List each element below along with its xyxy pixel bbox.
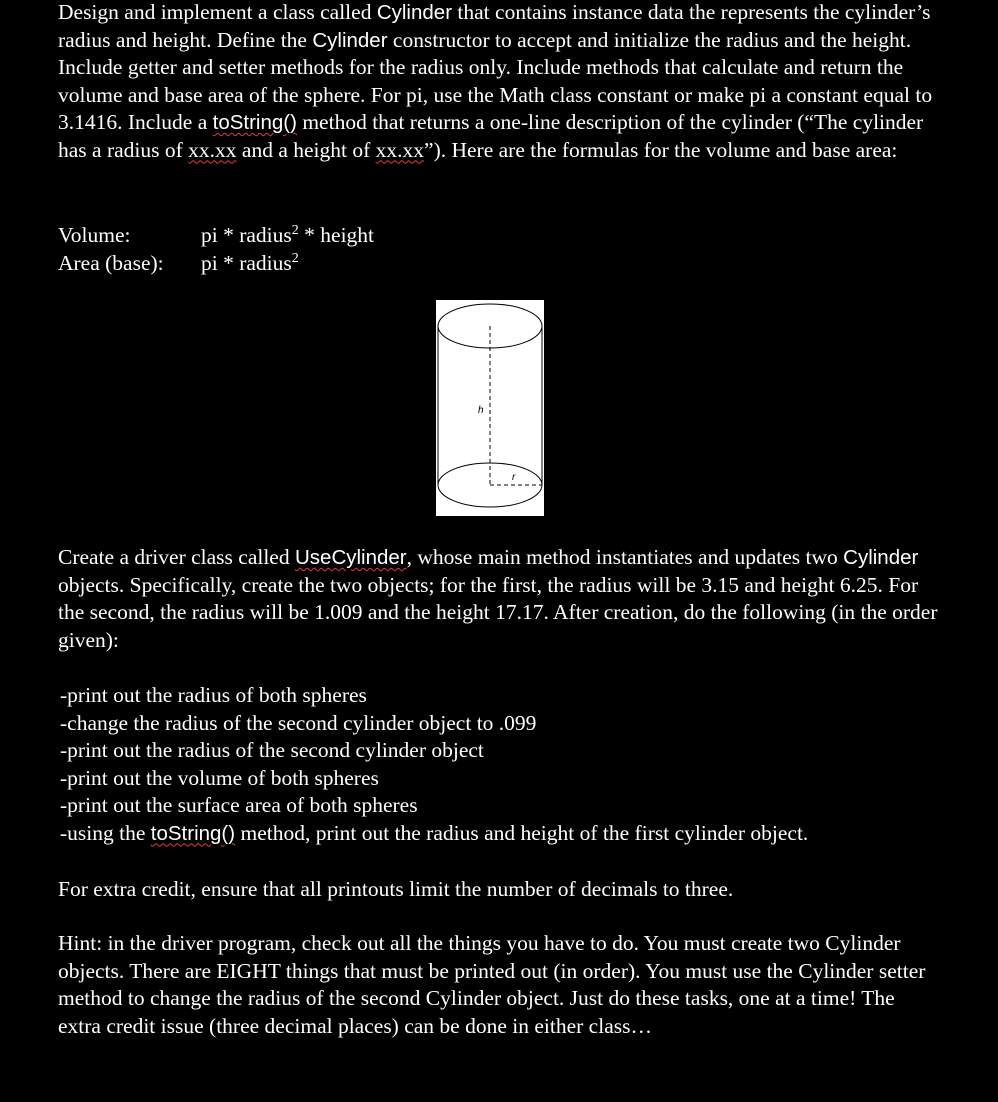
cylinder-figure	[436, 300, 544, 516]
step-change-radius: -change the radius of the second cylinder object to .099	[60, 710, 537, 735]
placeholder-radius: xx.xx	[188, 137, 237, 162]
method-name-tostring: toString()	[212, 111, 297, 134]
area-formula	[58, 249, 374, 277]
area-term: pi * radius	[201, 251, 292, 275]
driver-paragraph	[58, 544, 938, 654]
volume-term: pi * radius	[201, 223, 292, 247]
cylinder-diagram	[436, 300, 544, 516]
step-tostring	[60, 820, 940, 848]
area-expression	[201, 249, 299, 277]
class-name-cylinder: Cylinder	[843, 546, 919, 569]
hint-paragraph: Hint: in the driver program, check out all the things you have to do. You must create two Cylinder objects. There are EIGHT things that must be printed out (in order). You must use the Cylinder setter method to change the radius of the second Cylinder object. Just do these tasks, one at a time! The extra credit issue (three decimal places) can be done in either class…	[58, 931, 926, 1038]
formulas-block	[58, 221, 374, 277]
step-print-volume: -print out the volume of both spheres	[60, 765, 379, 790]
height-label: h	[478, 405, 484, 416]
task-steps	[60, 682, 940, 847]
intro-text: ”). Here are the formulas for the volume and base area:	[424, 137, 898, 162]
class-name-cylinder: Cylinder	[376, 1, 453, 24]
volume-formula	[58, 221, 374, 249]
step-print-radius-second: -print out the radius of the second cylinder object	[60, 738, 484, 762]
volume-exponent: 2	[291, 223, 299, 238]
extra-credit-paragraph: For extra credit, ensure that all printouts limit the number of decimals to three.	[58, 877, 734, 901]
class-name-usecylinder: UseCylinder	[294, 546, 407, 569]
radius-label: r	[512, 472, 516, 483]
intro-paragraph	[58, 0, 938, 164]
intro-text: constructor to accept and initialize the radius and the height. Include getter and setter methods for the radius only. Include methods that calculate and return the volume and base area of the sphere. For pi, use the Math class constant or make pi a constant equal to 3.1416. Include a	[58, 27, 933, 134]
driver-text: , whose main method instantiates and updates two	[406, 545, 844, 569]
intro-text: and a height of	[236, 137, 376, 162]
driver-text: objects. Specifically, create the two objects; for the first, the radius will be 3.15 and height 6.25. For the second, the radius will be 1.009 and the height 17.17. After creation, do the following (in the order given):	[58, 572, 938, 652]
placeholder-height: xx.xx	[375, 137, 425, 162]
step-text: -using the	[60, 820, 151, 845]
step-print-surface-area: -print out the surface area of both spheres	[60, 793, 418, 817]
volume-label: Volume:	[58, 223, 131, 247]
step-text: method, print out the radius and height of the first cylinder object.	[235, 820, 809, 845]
class-name-cylinder: Cylinder	[312, 28, 388, 52]
area-label: Area (base):	[58, 251, 164, 275]
intro-text: that contains instance data the represents the cylinder’s radius and height. Define the	[58, 0, 931, 52]
driver-text: Create a driver class called	[58, 545, 295, 569]
volume-term: * height	[298, 223, 375, 247]
intro-text: Design and implement a class called	[58, 0, 377, 24]
volume-expression	[201, 221, 374, 249]
intro-text: method that returns a one-line description of the cylinder (“The cylinder has a radius of	[58, 110, 924, 162]
step-print-radius-both: -print out the radius of both spheres	[60, 683, 367, 707]
method-name-tostring: toString()	[150, 821, 236, 845]
area-exponent: 2	[291, 251, 299, 266]
